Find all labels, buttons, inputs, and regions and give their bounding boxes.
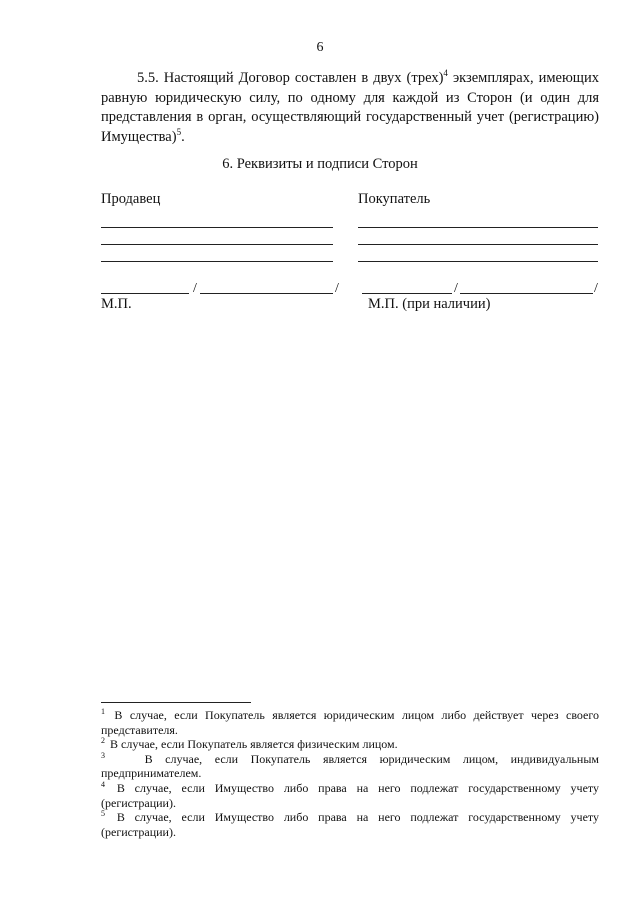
clause-text-part-3: . bbox=[181, 128, 185, 145]
footnote-text: В случае, если Покупатель является юридическим лицом либо действует через своего представителя. bbox=[101, 708, 599, 737]
buyer-signature-row bbox=[362, 278, 602, 294]
footnote-text: В случае, если Покупатель является юридическим лицом, индивидуальным предпринимателем. bbox=[101, 751, 602, 781]
seller-label: Продавец bbox=[101, 191, 161, 207]
buyer-signature-line bbox=[362, 279, 452, 294]
footnote-separator bbox=[101, 702, 251, 703]
seller-detail-line-1 bbox=[101, 211, 333, 228]
buyer-signature-slash: / bbox=[454, 281, 458, 296]
footnote-text: В случае, если Покупатель является физическим лицом. bbox=[107, 737, 398, 752]
buyer-detail-line-2 bbox=[358, 228, 598, 245]
footnote-1 bbox=[101, 708, 599, 737]
seller-name-line bbox=[200, 279, 333, 294]
footnote-marker: 2 bbox=[101, 736, 105, 746]
clause-text-part-1: 5.5. Настоящий Договор составлен в двух (трех) bbox=[137, 70, 444, 86]
footnote-4 bbox=[101, 781, 599, 810]
seller-detail-line-3 bbox=[101, 245, 333, 262]
seller-stamp-label: М.П. bbox=[101, 296, 132, 312]
footnote-marker: 3 bbox=[101, 750, 105, 760]
seller-signature-end-slash: / bbox=[335, 281, 339, 296]
footnote-3 bbox=[101, 750, 602, 781]
seller-signature-line bbox=[101, 279, 189, 294]
buyer-detail-line-1 bbox=[358, 211, 598, 228]
buyer-stamp-label: М.П. (при наличии) bbox=[368, 296, 491, 312]
seller-detail-line-2 bbox=[101, 228, 333, 245]
seller-signature-slash: / bbox=[193, 281, 197, 296]
clause-5-5 bbox=[101, 69, 599, 147]
footnote-ref-4: 4 bbox=[443, 68, 448, 79]
footnote-5 bbox=[101, 810, 599, 839]
footnote-marker: 1 bbox=[101, 707, 105, 716]
clause-text-part-2: экземплярах, имеющих равную юридическую силу, по одному для каждой из Сторон (и один для представления в орган, осуществляющий государственный учет (регистрацию) Имущества) bbox=[101, 70, 599, 145]
footnote-ref-5: 5 bbox=[176, 126, 182, 137]
buyer-name-line bbox=[460, 279, 593, 294]
buyer-label: Покупатель bbox=[358, 191, 431, 207]
footnote-2 bbox=[101, 737, 599, 752]
footnote-text: В случае, если Имущество либо права на него подлежат государственному учету (регистрации). bbox=[101, 810, 599, 839]
buyer-detail-line-3 bbox=[358, 245, 598, 262]
footnote-text: В случае, если Имущество либо права на него подлежат государственному учету (регистрации). bbox=[101, 780, 599, 810]
section-title: 6. Реквизиты и подписи Сторон bbox=[222, 156, 418, 172]
footnotes bbox=[101, 707, 602, 839]
footnote-marker: 5 bbox=[101, 809, 105, 819]
seller-details-block bbox=[101, 191, 333, 262]
buyer-details-block bbox=[358, 191, 598, 262]
footnote-marker: 4 bbox=[101, 779, 105, 789]
buyer-signature-end-slash: / bbox=[594, 281, 598, 296]
page-number: 6 bbox=[316, 40, 324, 55]
seller-signature-row bbox=[101, 278, 341, 294]
